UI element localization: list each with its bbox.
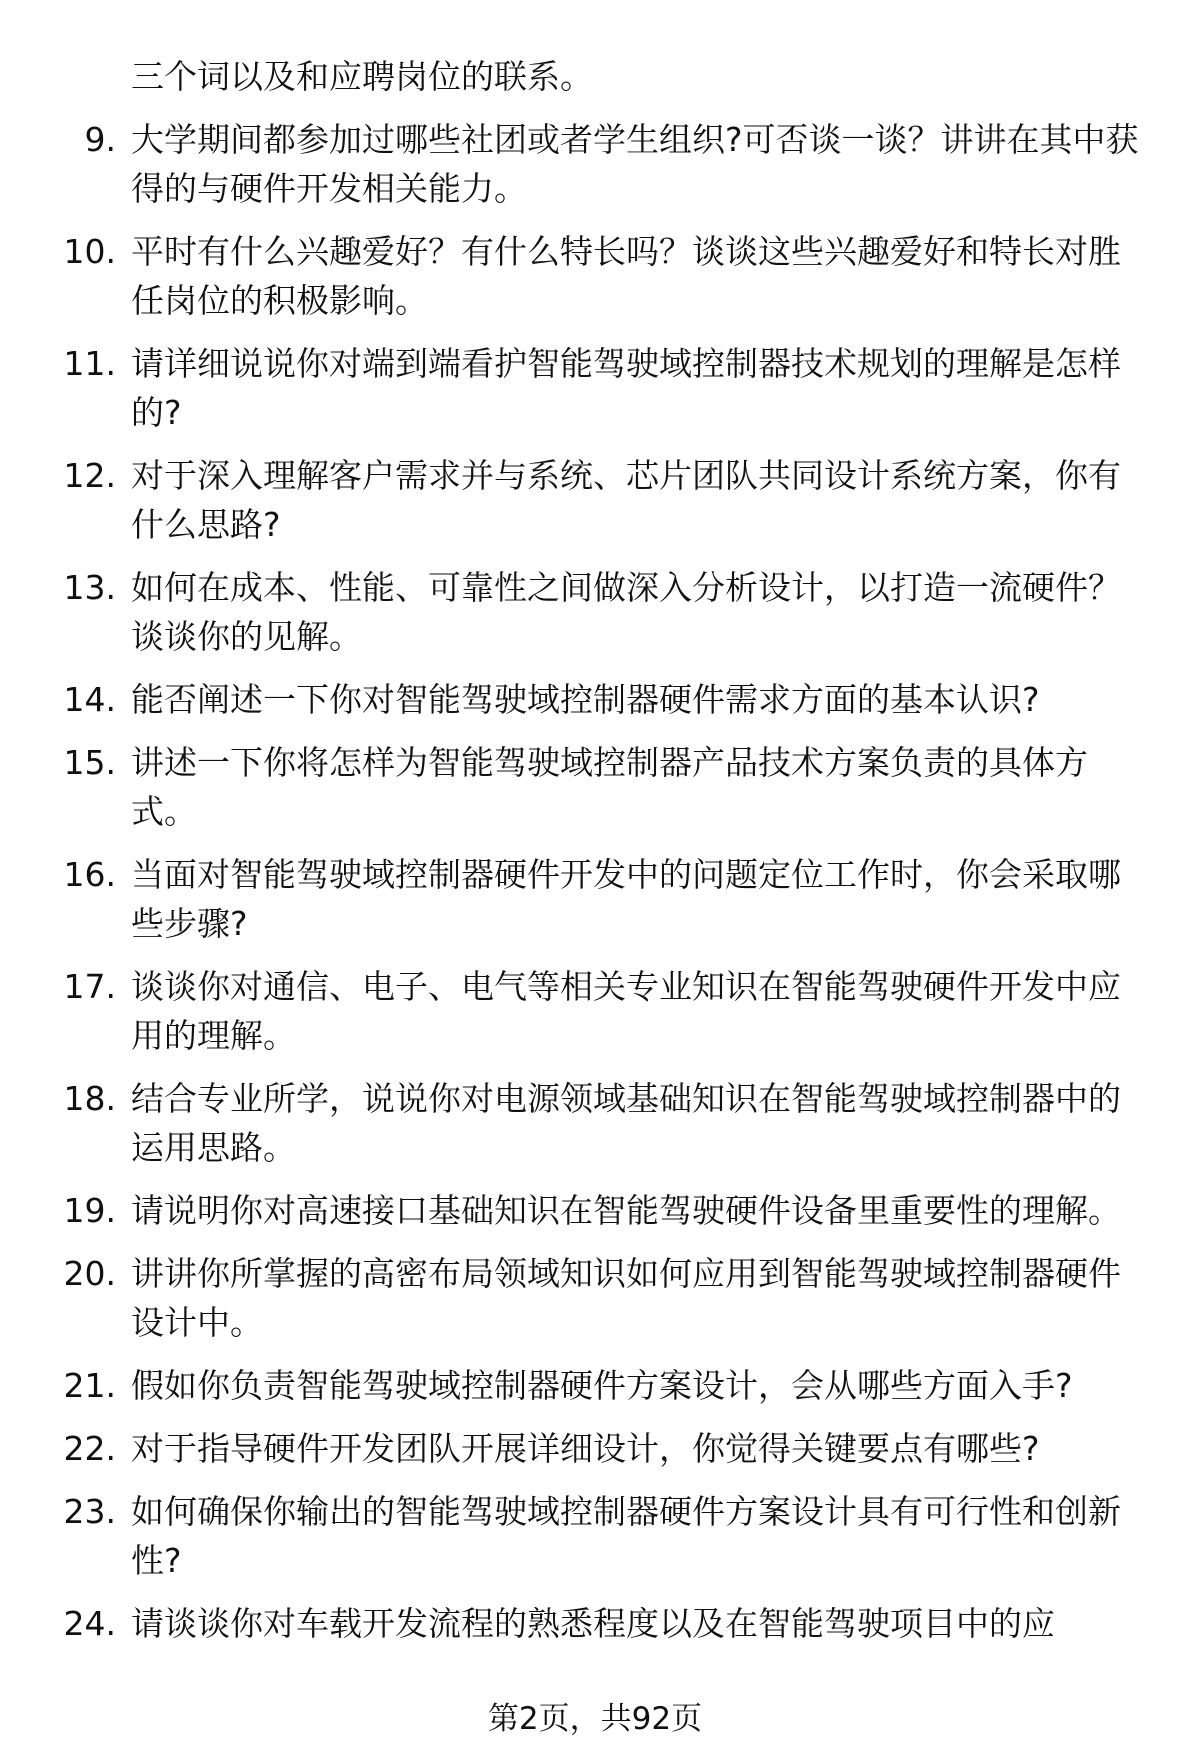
list-item xyxy=(0,1487,1190,1585)
list-item xyxy=(0,962,1190,1060)
list-item xyxy=(0,339,1190,437)
list-item xyxy=(0,227,1190,325)
item-text: 如何在成本、性能、可靠性之间做深入分析设计，以打造一流硬件？谈谈你的见解。 xyxy=(131,568,1121,656)
item-text: 如何确保你输出的智能驾驶域控制器硬件方案设计具有可行性和创新性? xyxy=(131,1492,1121,1580)
item-number: 9. xyxy=(84,120,116,159)
list-item xyxy=(0,675,1190,724)
list-item xyxy=(0,1361,1190,1410)
list-item xyxy=(0,563,1190,661)
item-number: 22. xyxy=(63,1429,116,1468)
question-list xyxy=(0,115,1190,1662)
item-number: 11. xyxy=(63,344,116,383)
list-item xyxy=(0,1249,1190,1347)
item-number: 16. xyxy=(63,855,116,894)
item-number: 14. xyxy=(63,680,116,719)
item-number: 24. xyxy=(63,1604,116,1643)
item-number: 18. xyxy=(63,1079,116,1118)
list-item xyxy=(0,1186,1190,1235)
list-item xyxy=(0,1424,1190,1473)
item-number: 15. xyxy=(63,743,116,782)
item-text: 请谈谈你对车载开发流程的熟悉程度以及在智能驾驶项目中的应 xyxy=(131,1604,1055,1643)
list-item xyxy=(0,115,1190,213)
item-number: 13. xyxy=(63,568,116,607)
item-text: 请说明你对高速接口基础知识在智能驾驶硬件设备里重要性的理解。 xyxy=(131,1191,1121,1230)
item-text: 请详细说说你对端到端看护智能驾驶域控制器技术规划的理解是怎样的? xyxy=(131,344,1121,432)
list-item xyxy=(0,1074,1190,1172)
item-text: 假如你负责智能驾驶域控制器硬件方案设计，会从哪些方面入手? xyxy=(131,1366,1073,1405)
continuation-line: 三个词以及和应聘岗位的联系。 xyxy=(131,57,593,96)
item-number: 17. xyxy=(63,967,116,1006)
item-text: 讲讲你所掌握的高密布局领域知识如何应用到智能驾驶域控制器硬件设计中。 xyxy=(131,1254,1121,1342)
item-text: 能否阐述一下你对智能驾驶域控制器硬件需求方面的基本认识? xyxy=(131,680,1040,719)
item-text: 讲述一下你将怎样为智能驾驶域控制器产品技术方案负责的具体方式。 xyxy=(131,743,1088,831)
item-number: 20. xyxy=(63,1254,116,1293)
item-number: 23. xyxy=(63,1492,116,1531)
page-footer: 第2页，共92页 xyxy=(487,1701,703,1737)
item-text: 谈谈你对通信、电子、电气等相关专业知识在智能驾驶硬件开发中应用的理解。 xyxy=(131,967,1121,1055)
item-number: 10. xyxy=(63,232,116,271)
item-number: 12. xyxy=(63,456,116,495)
list-item xyxy=(0,738,1190,836)
item-number: 19. xyxy=(63,1191,116,1230)
item-text: 对于指导硬件开发团队开展详细设计，你觉得关键要点有哪些? xyxy=(131,1429,1040,1468)
list-item xyxy=(0,850,1190,948)
item-text: 大学期间都参加过哪些社团或者学生组织?可否谈一谈？讲讲在其中获得的与硬件开发相关能力。 xyxy=(131,120,1139,208)
list-item xyxy=(0,1599,1190,1648)
item-text: 平时有什么兴趣爱好？有什么特长吗？谈谈这些兴趣爱好和特长对胜任岗位的积极影响。 xyxy=(131,232,1121,320)
item-text: 结合专业所学，说说你对电源领域基础知识在智能驾驶域控制器中的运用思路。 xyxy=(131,1079,1121,1167)
item-text: 当面对智能驾驶域控制器硬件开发中的问题定位工作时，你会采取哪些步骤? xyxy=(131,855,1121,943)
item-number: 21. xyxy=(63,1366,116,1405)
list-item xyxy=(0,451,1190,549)
item-text: 对于深入理解客户需求并与系统、芯片团队共同设计系统方案，你有什么思路? xyxy=(131,456,1121,544)
